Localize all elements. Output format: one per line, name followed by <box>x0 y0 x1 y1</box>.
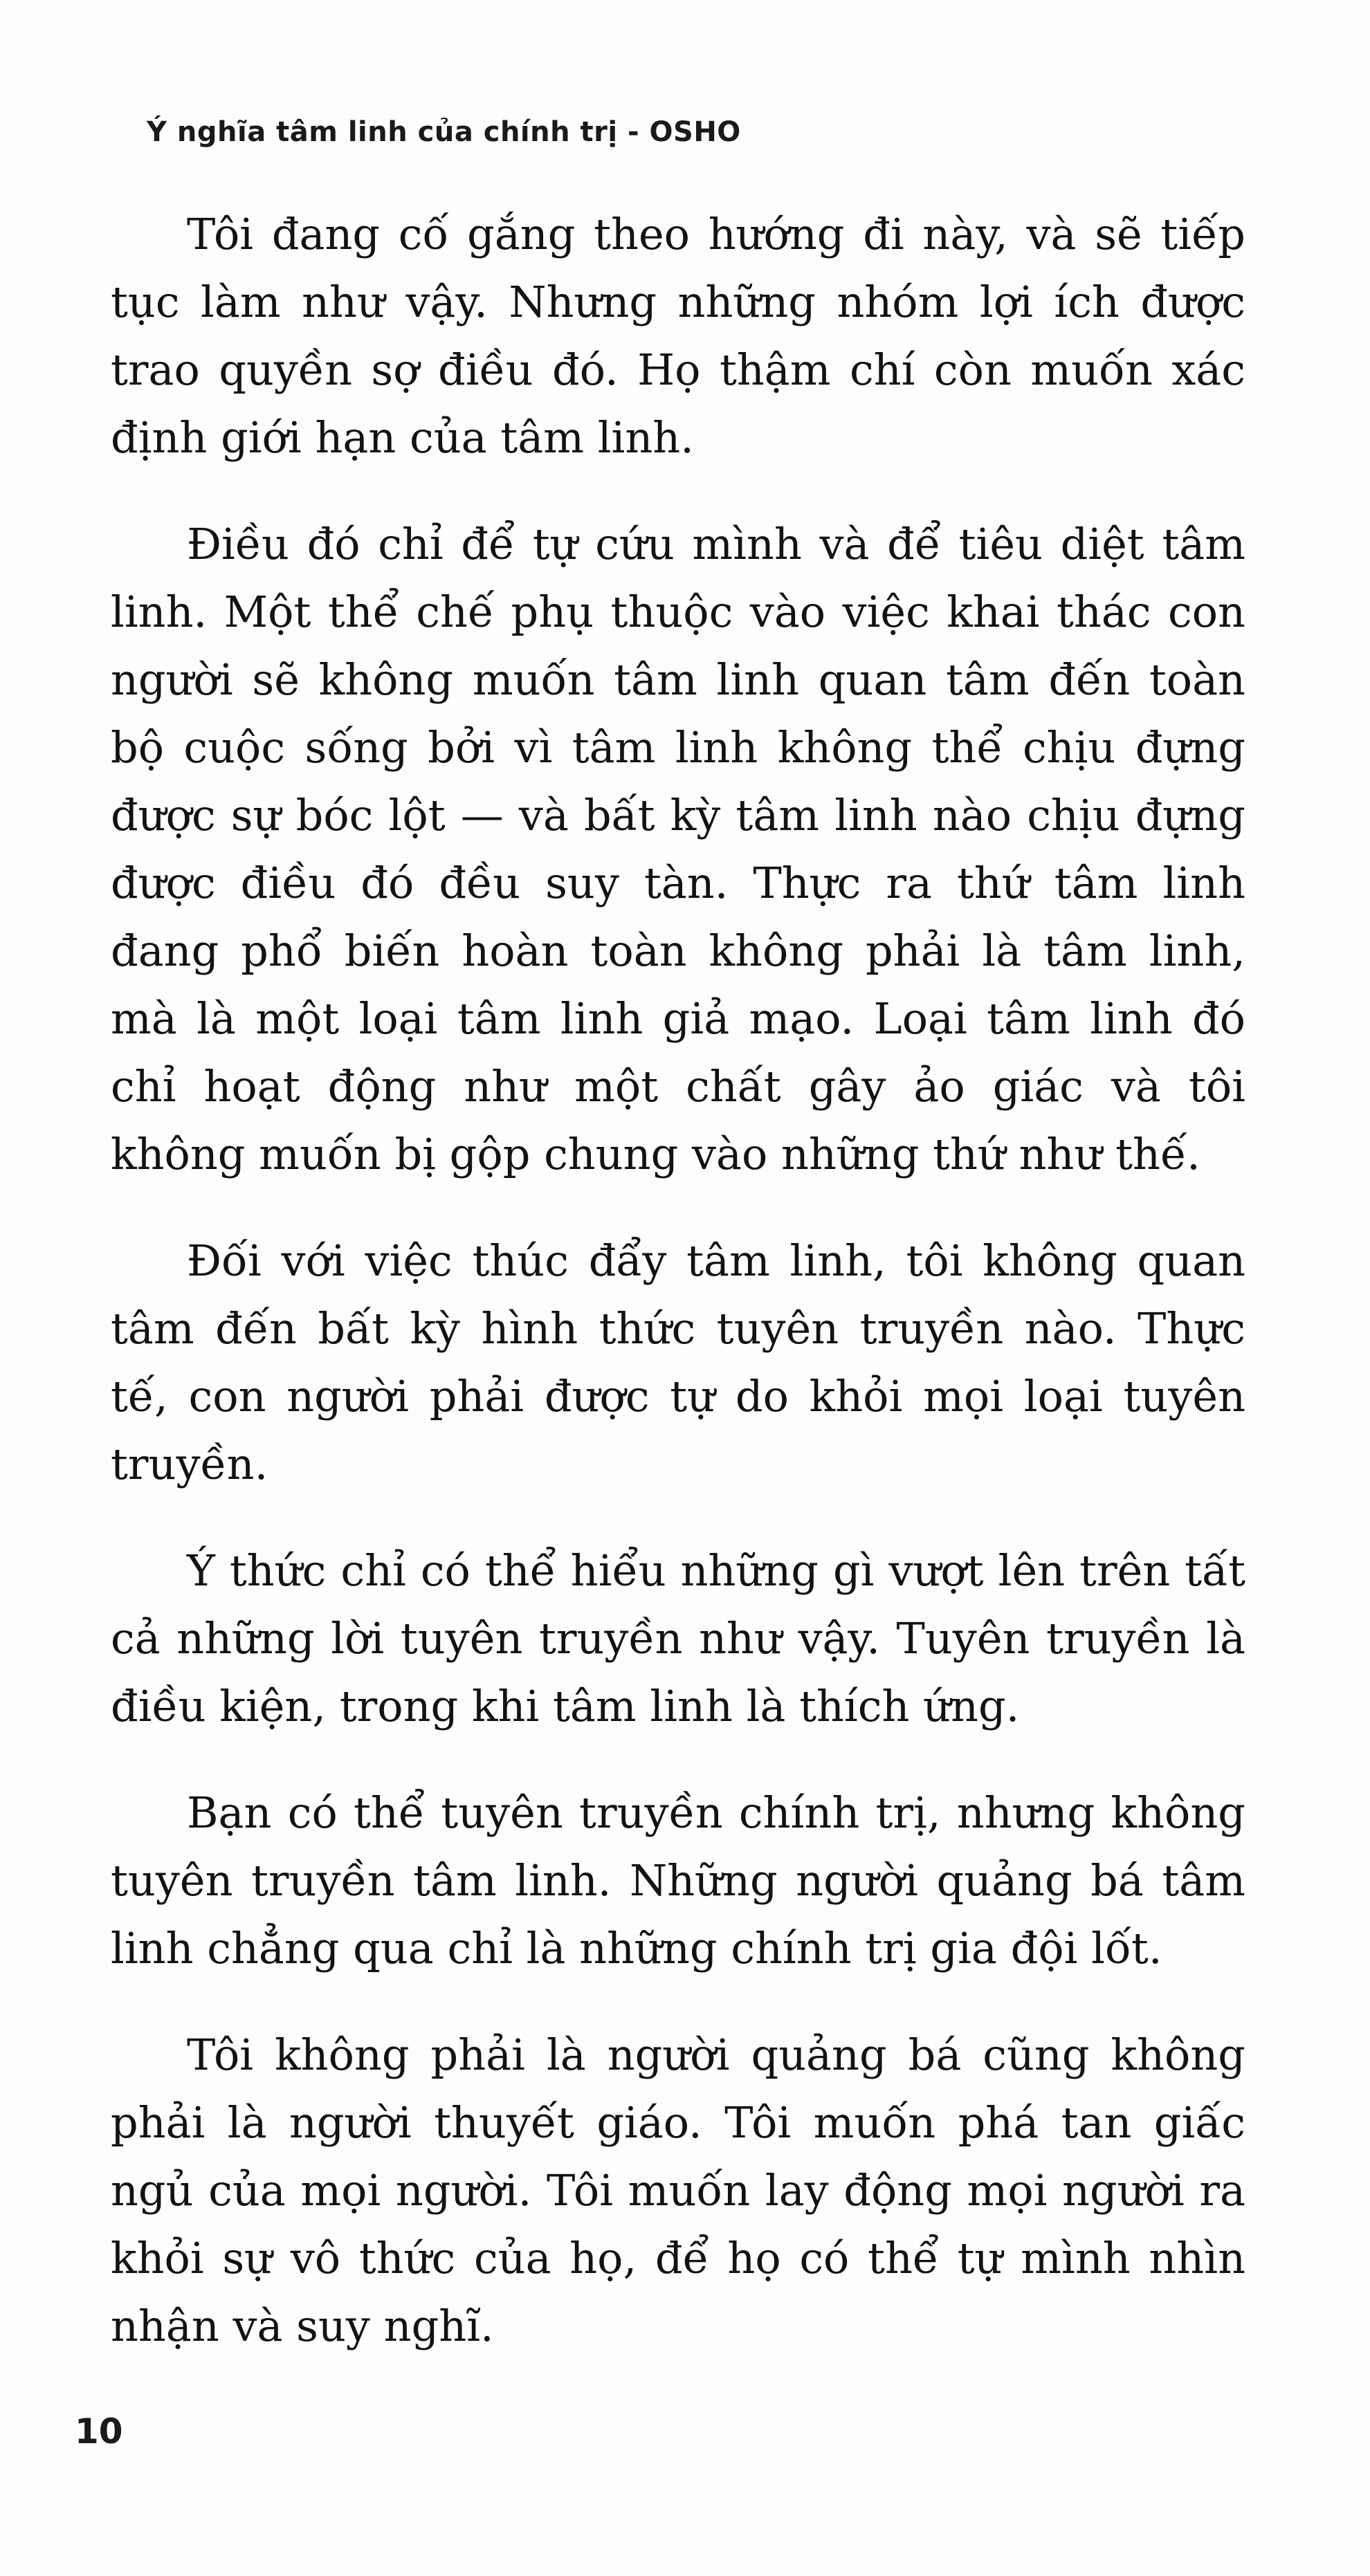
paragraph: Tôi đang cố gắng theo hướng đi này, và sẽ tiếp tục làm như vậy. Nhưng những nhóm lợi ích được trao quyền sợ điều đó. Họ thậm chí còn muốn xác định giới hạn của tâm linh. <box>111 209 1245 463</box>
paragraph: Tôi không phải là người quảng bá cũng không phải là người thuyết giáo. Tôi muốn phá tan giấc ngủ của mọi người. Tôi muốn lay động mọi người ra khỏi sự vô thức của họ, để họ có thể tự mình nhìn nhận và suy nghĩ. <box>111 2030 1245 2351</box>
paragraph: Điều đó chỉ để tự cứu mình và để tiêu diệt tâm linh. Một thể chế phụ thuộc vào việc khai thác con người sẽ không muốn tâm linh quan tâm đến toàn bộ cuộc sống bởi vì tâm linh không thể chịu đựng được sự bóc lột — và bất kỳ tâm linh nào chịu đựng được điều đó đều suy tàn. Thực ra thứ tâm linh đang phổ biến hoàn toàn không phải là tâm linh, mà là một loại tâm linh giả mạo. Loại tâm linh đó chỉ hoạt động như một chất gây ảo giác và tôi không muốn bị gộp chung vào những thứ như thế. <box>111 519 1245 1179</box>
paragraph: Ý thức chỉ có thể hiểu những gì vượt lên trên tất cả những lời tuyên truyền như vậy. Tuyên truyền là điều kiện, trong khi tâm linh là thích ứng. <box>111 1545 1245 1731</box>
running-header: Ý nghĩa tâm linh của chính trị - OSHO <box>147 116 741 148</box>
paragraph: Đối với việc thúc đẩy tâm linh, tôi không quan tâm đến bất kỳ hình thức tuyên truyền nào. Thực tế, con người phải được tự do khỏi mọi loại tuyên truyền. <box>111 1235 1245 1489</box>
body-text <box>111 201 1245 2399</box>
paragraph: Bạn có thể tuyên truyền chính trị, nhưng không tuyên truyền tâm linh. Những người quảng bá tâm linh chẳng qua chỉ là những chính trị gia đội lốt. <box>111 1787 1245 1974</box>
page-number: 10 <box>75 2411 123 2451</box>
